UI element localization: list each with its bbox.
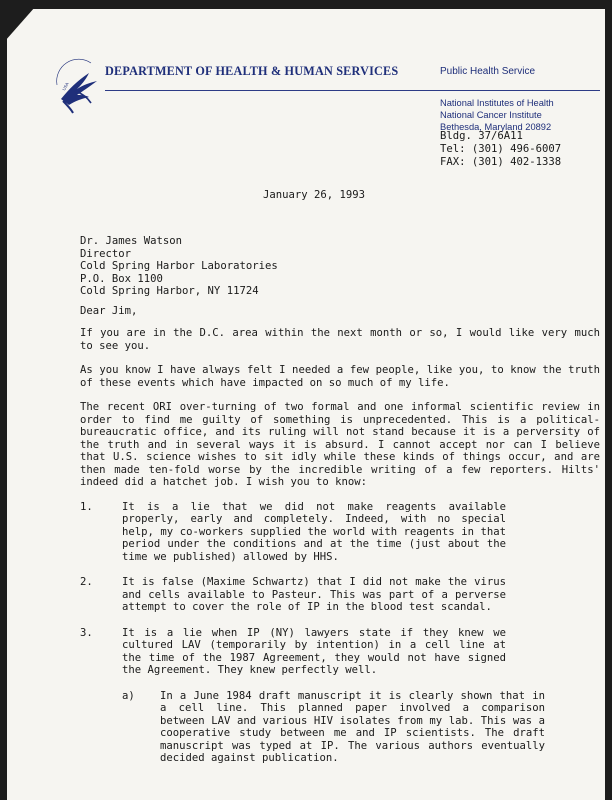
numbered-item [80,627,600,677]
institution-line: Bethesda, Maryland 20892 [440,122,552,132]
item-text: It is false (Maxime Schwartz) that I did not make the virus and cells available to Pasteur. This was part of a perverse attempt to cover the role of IP in the blood test scandal. [122,576,506,613]
numbered-item [80,576,600,614]
paragraph: If you are in the D.C. area within the next month or so, I would like very much to see you. [80,327,600,352]
folded-corner [7,9,35,41]
institution-block [440,97,554,133]
department-name: DEPARTMENT OF HEALTH & HUMAN SERVICES [105,64,399,78]
letter-body [80,327,600,778]
institution-line: National Institutes of Health [440,98,554,108]
service-name: Public Health Service [440,66,536,77]
letter-date: January 26, 1993 [263,189,366,201]
contact-block [440,130,561,169]
sub-item-label: a) [122,689,135,702]
address-line: Director [80,247,132,260]
item-number: 2. [80,576,93,588]
numbered-item [80,501,600,564]
sub-item-text: In a June 1984 draft manuscript it is clearly shown that in a cell line. This planned paper involved a comparison between LAV and various HIV isolates from my lab. This was a cooperative study between me and IP scientists. The draft manuscript was typed at IP. The various authors eventually decided against publication. [160,689,545,764]
address-line: Dr. James Watson [80,235,183,247]
contact-line: Tel: (301) 496-6007 [440,143,562,155]
address-line: P.O. Box 1100 [80,272,163,285]
hhs-eagle-seal-icon [51,55,103,117]
salutation: Dear Jim, [80,305,138,317]
item-text: It is a lie when IP (NY) lawyers state if they knew we cultured LAV (temporarily by intention) in a cell line at the time of the 1987 Agreement, they would not have signed the Agreement. They knew perfectly well. [122,626,506,676]
address-line: Cold Spring Harbor, NY 11724 [80,285,259,297]
letterhead-rule [105,90,600,91]
contact-line: FAX: (301) 402-1338 [440,156,562,168]
item-text: It is a lie that we did not make reagents available properly, early and completely. Indeed, with no special help, my co-workers supplied the world with reagents in that period under the conditions and at the time (just about the time we published) allowed by HHS. [122,500,506,563]
paragraph: The recent ORI over-turning of two formal and one informal scientific review in order to find me guilty of something is unprecedented. This is a political-bureaucratic office, and its ruling will not stand because it is a perversity of the truth and in several ways it is absurd. I cannot accept nor can I believe that U.S. science wishes to sit idly while these kinds of things occur, and are then made ten-fold worse by the incredible writing of a few reporters. Hilts' indeed did a hatchet job. I wish you to know: [80,401,600,488]
letter-page [7,9,605,800]
sub-item [80,690,600,765]
item-number: 1. [80,500,93,513]
item-number: 3. [80,626,93,639]
paragraph: As you know I have always felt I needed a few people, like you, to know the truth of these events which have impacted on so much of my life. [80,364,600,389]
address-line: Cold Spring Harbor Laboratories [80,260,278,272]
contact-line: Bldg. 37/6A11 [440,130,523,142]
svg-text:USA: USA [61,81,70,92]
institution-line: National Cancer Institute [440,110,542,120]
recipient-address [80,235,278,298]
